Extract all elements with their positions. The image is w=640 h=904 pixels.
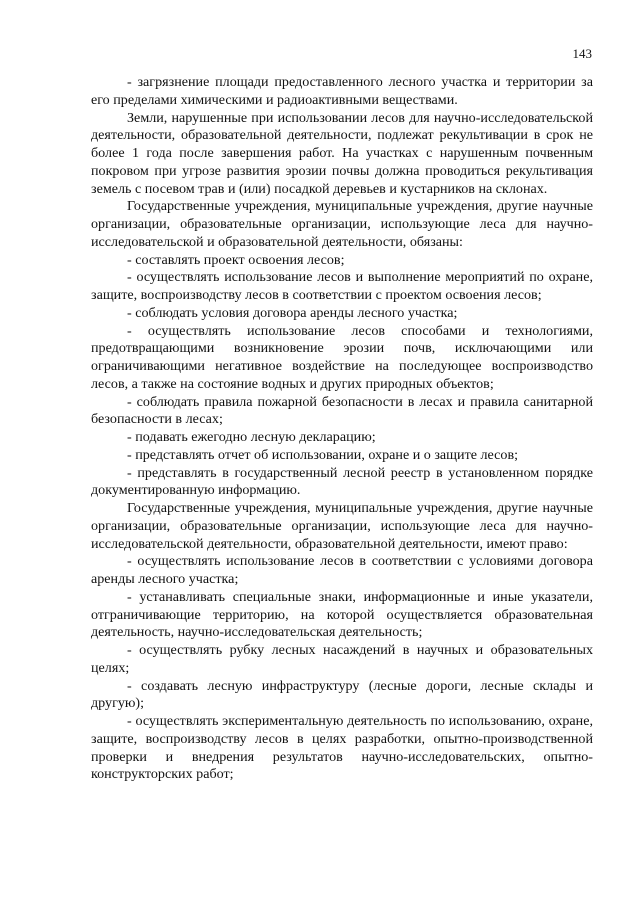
paragraph: - загрязнение площади предоставленного лесного участка и территории за его пределами химическими и радиоактивными веществами. bbox=[91, 74, 593, 108]
list-item: - составлять проект освоения лесов; bbox=[127, 251, 345, 268]
page-number: 143 bbox=[572, 46, 592, 61]
paragraph: Государственные учреждения, муниципальные учреждения, другие научные организации, образовательные организации, использующие леса для научно-исследовательской и образовательной деятельности, обязаны: bbox=[91, 198, 593, 250]
list-item: - представлять в государственный лесной реестр в установленном порядке документированную информацию. bbox=[91, 464, 593, 499]
list-item: - осуществлять использование лесов способами и технологиями, предотвращающими возникновение эрозии почв, исключающими или ограничивающими негативное воздействие на последующее воспроизводство лесов, а также на состояние водных и других природных объектов; bbox=[91, 322, 593, 392]
list-item: - представлять отчет об использовании, охране и о защите лесов; bbox=[127, 446, 519, 463]
list-item: - осуществлять использование лесов в соответствии с условиями договора аренды лесного участка; bbox=[91, 553, 593, 587]
list-item: - соблюдать условия договора аренды лесного участка; bbox=[127, 304, 458, 321]
list-item: - осуществлять использование лесов и выполнение мероприятий по охране, защите, воспроизводству лесов в соответствии с проектом освоения лесов; bbox=[91, 269, 593, 303]
list-item: - подавать ежегодно лесную декларацию; bbox=[127, 429, 376, 445]
paragraph: Земли, нарушенные при использовании лесов для научно-исследовательской деятельности, образовательной деятельности, подлежат рекультивации в срок не более 1 года после завершения работ. На участках с нарушенным почвенным покровом при угрозе развития эрозии почвы должна проводиться рекультивация земель с посевом трав и (или) посадкой деревьев и кустарников на склонах. bbox=[91, 109, 593, 197]
body-text bbox=[91, 74, 593, 784]
list-item: - устанавливать специальные знаки, информационные и иные указатели, отграничивающие территорию, на которой осуществляется образовательная деятельность, научно-исследовательская деятельность; bbox=[91, 588, 593, 641]
list-item: - осуществлять рубку лесных насаждений в научных и образовательных целях; bbox=[91, 642, 593, 676]
paragraph: Государственные учреждения, муниципальные учреждения, другие научные организации, образовательные организации, использующие леса для научно-исследовательской деятельности, образовательной деятельности, имеют право: bbox=[91, 500, 593, 552]
list-item: - соблюдать правила пожарной безопасности в лесах и правила санитарной безопасности в лесах; bbox=[91, 393, 593, 428]
list-item: - осуществлять экспериментальную деятельность по использованию, охране, защите, воспроизводству лесов в целях разработки, опытно-производственной проверки и внедрения результатов научно-исследовательских, опытно-конструкторских работ; bbox=[91, 713, 593, 783]
list-item: - создавать лесную инфраструктуру (лесные дороги, лесные склады и другую); bbox=[91, 677, 593, 712]
